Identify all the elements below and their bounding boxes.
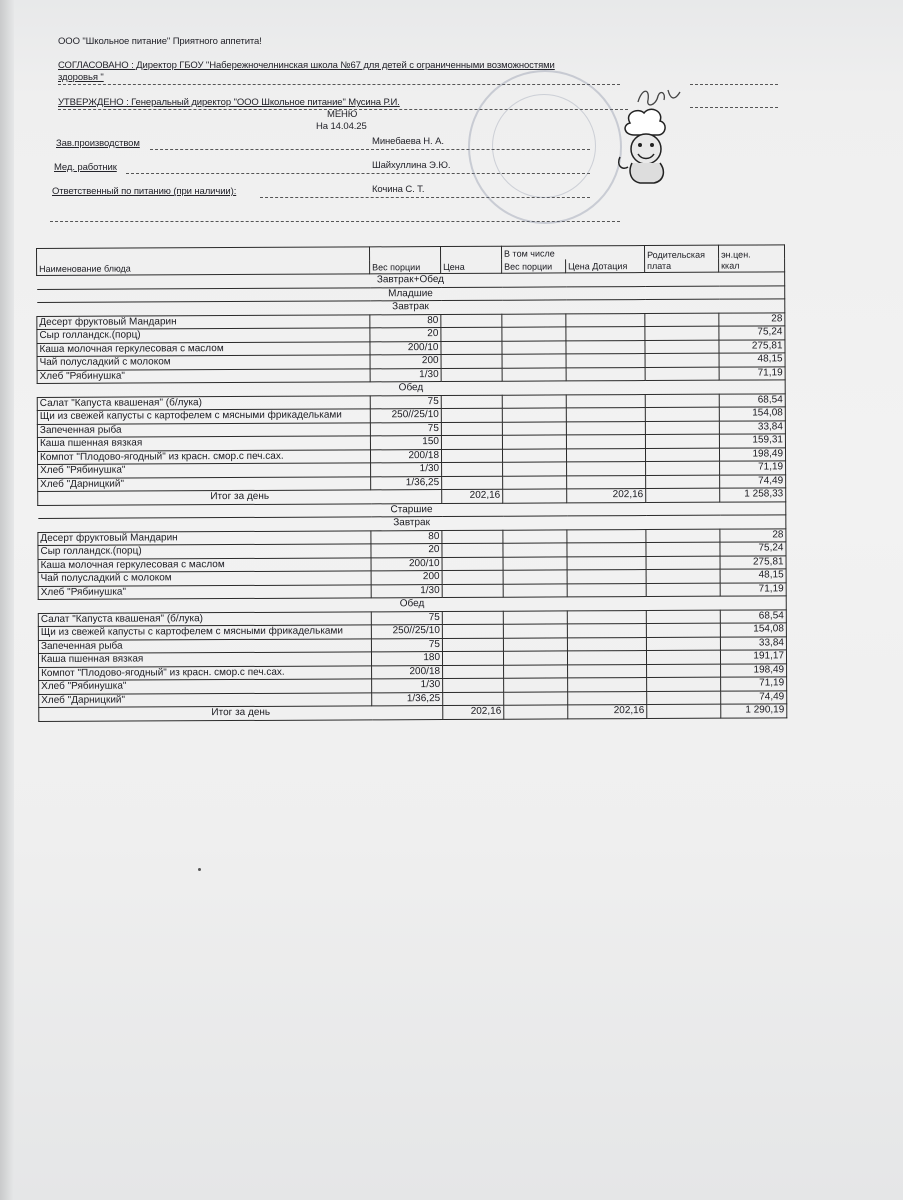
dish-parent xyxy=(646,461,720,475)
dish-kcal: 48,15 xyxy=(719,353,785,367)
seal-stamp xyxy=(468,70,622,224)
dish-incl-weight xyxy=(503,637,567,651)
dish-weight: 75 xyxy=(371,611,442,625)
dish-incl-weight xyxy=(502,421,566,435)
dish-name: Чай полусладкий с молоком xyxy=(37,355,370,370)
dish-name: Компот "Плодово-ягодный" из красн. смор.с печ.сах. xyxy=(37,449,370,464)
dish-price xyxy=(442,570,503,584)
dish-name: Каша пшенная вязкая xyxy=(37,436,370,451)
dish-name: Салат "Капуста квашеная" (б/лука) xyxy=(37,395,370,410)
medic-label: Мед. работник xyxy=(54,162,117,173)
dish-incl-weight xyxy=(503,556,567,570)
dish-incl-weight xyxy=(503,475,567,489)
medic-name: Шайхуллина Э.Ю. xyxy=(372,160,451,171)
dish-parent xyxy=(645,407,719,421)
dish-weight: 20 xyxy=(370,328,441,342)
dish-incl-weight xyxy=(503,462,567,476)
dish-name: Компот "Плодово-ягодный" из красн. смор.с печ.сах. xyxy=(39,665,372,680)
col-parent-l2: плата xyxy=(647,260,672,272)
section-label: Завтрак+Обед xyxy=(37,272,785,289)
dish-incl-weight xyxy=(502,435,566,449)
approved-sign-dash xyxy=(690,107,778,108)
dish-kcal: 159,31 xyxy=(719,434,785,448)
dish-incl-price xyxy=(566,354,645,368)
dish-parent xyxy=(646,448,720,462)
dish-kcal: 68,54 xyxy=(719,393,785,407)
dish-weight: 1/30 xyxy=(370,368,441,382)
dish-kcal: 48,15 xyxy=(720,569,786,583)
dish-incl-price xyxy=(567,570,646,584)
dish-incl-price xyxy=(566,313,645,327)
dish-name: Запеченная рыба xyxy=(37,422,370,437)
dish-parent xyxy=(647,691,721,705)
dish-kcal: 74,49 xyxy=(721,690,787,704)
total-subsidy: 202,16 xyxy=(568,705,647,719)
dish-kcal: 68,54 xyxy=(720,609,786,623)
total-blank xyxy=(504,705,568,719)
dish-name: Сыр голландск.(порц) xyxy=(38,544,371,559)
dish-parent xyxy=(646,475,720,489)
dish-incl-price xyxy=(567,529,646,543)
col-parent xyxy=(645,245,719,272)
dish-price xyxy=(441,435,502,449)
menu-table xyxy=(36,244,787,721)
dish-price xyxy=(441,314,502,328)
dish-parent xyxy=(646,556,720,570)
dish-price xyxy=(443,692,504,706)
section-label: Младшие xyxy=(37,285,785,302)
total-kcal: 1 290,19 xyxy=(721,704,787,718)
dish-parent xyxy=(647,677,721,691)
dish-parent xyxy=(645,421,719,435)
dish-kcal: 28 xyxy=(720,528,786,542)
dish-name: Хлеб "Рябинушка" xyxy=(38,463,371,478)
dish-incl-weight xyxy=(502,354,566,368)
paper-speck xyxy=(198,868,201,871)
dish-price xyxy=(442,624,503,638)
dish-incl-price xyxy=(566,340,645,354)
dish-name: Щи из свежей капусты с картофелем с мясными фрикадельками xyxy=(38,625,371,640)
dish-name: Десерт фруктовый Мандарин xyxy=(38,530,371,545)
dish-incl-price xyxy=(568,664,647,678)
dish-name: Каша молочная геркулесовая с маслом xyxy=(37,341,370,356)
dish-kcal: 33,84 xyxy=(719,420,785,434)
dish-incl-weight xyxy=(502,367,566,381)
dish-price xyxy=(441,449,502,463)
section-label: Старшие xyxy=(38,501,786,518)
dish-weight: 1/30 xyxy=(371,463,442,477)
agreed-line: СОГЛАСОВАНО : Директор ГБОУ "Набережночелнинская школа №67 для детей с ограниченными возможностями xyxy=(58,60,555,71)
dish-incl-weight xyxy=(503,624,567,638)
dish-incl-price xyxy=(567,543,646,557)
section-label: Обед xyxy=(38,596,786,613)
dish-price xyxy=(441,341,502,355)
dish-weight: 250//25/10 xyxy=(370,409,441,423)
dish-weight: 200/10 xyxy=(371,557,442,571)
dish-name: Десерт фруктовый Мандарин xyxy=(37,314,370,329)
dish-incl-weight xyxy=(502,448,566,462)
dish-price xyxy=(442,543,503,557)
dish-price xyxy=(441,354,502,368)
col-price: Цена xyxy=(440,246,501,273)
dish-incl-weight xyxy=(502,313,566,327)
dish-incl-price xyxy=(567,651,646,665)
dish-kcal: 71,19 xyxy=(721,677,787,691)
dish-kcal: 71,19 xyxy=(719,366,785,380)
dish-kcal: 275,81 xyxy=(719,339,785,353)
dish-weight: 1/36,25 xyxy=(371,476,442,490)
dish-incl-price xyxy=(566,327,645,341)
total-price: 202,16 xyxy=(442,489,503,503)
dish-name: Хлеб "Рябинушка" xyxy=(38,584,371,599)
dish-incl-price xyxy=(567,583,646,597)
dish-incl-weight xyxy=(502,394,566,408)
dish-weight: 180 xyxy=(371,652,442,666)
col-energy xyxy=(719,245,785,272)
dish-weight: 200/18 xyxy=(370,449,441,463)
dish-weight: 200/18 xyxy=(372,665,443,679)
dish-name: Щи из свежей капусты с картофелем с мясными фрикадельками xyxy=(37,409,370,424)
agreed-line-cont: здоровья " xyxy=(58,72,104,83)
dish-kcal: 71,19 xyxy=(720,461,786,475)
col-energy-l2: ккал xyxy=(721,260,740,271)
col-weight: Вес порции xyxy=(369,247,440,274)
col-incl-price: Цена Дотация xyxy=(566,259,645,273)
col-incl: В том числе xyxy=(501,246,644,260)
production-label: Зав.производством xyxy=(56,138,140,149)
total-subsidy: 202,16 xyxy=(567,489,646,503)
dish-weight: 1/30 xyxy=(371,584,442,598)
dish-incl-price xyxy=(566,408,645,422)
dish-name: Сыр голландск.(порц) xyxy=(37,328,370,343)
dish-incl-weight xyxy=(503,529,567,543)
dish-parent xyxy=(645,340,719,354)
total-parent xyxy=(647,704,721,718)
dish-kcal: 71,19 xyxy=(720,582,786,596)
dish-name: Запеченная рыба xyxy=(38,638,371,653)
dish-price xyxy=(442,584,503,598)
dish-incl-price xyxy=(566,448,645,462)
dish-incl-weight xyxy=(503,651,567,665)
total-label: Итог за день xyxy=(38,490,442,505)
dish-weight: 80 xyxy=(370,314,441,328)
production-name: Минебаева Н. А. xyxy=(372,136,444,147)
dish-incl-price xyxy=(568,678,647,692)
col-parent-l1: Родительская xyxy=(647,249,705,261)
dish-parent xyxy=(645,313,719,327)
dish-name: Хлеб "Дарницкий" xyxy=(38,476,371,491)
dish-name: Салат "Капуста квашеная" (б/лука) xyxy=(38,611,371,626)
dish-incl-price xyxy=(567,610,646,624)
menu-date: На 14.04.25 xyxy=(316,121,367,132)
dish-price xyxy=(441,422,502,436)
dish-kcal: 75,24 xyxy=(720,542,786,556)
agreed-sign-dash xyxy=(690,84,778,85)
dish-incl-price xyxy=(566,421,645,435)
dish-weight: 80 xyxy=(371,530,442,544)
dish-weight: 75 xyxy=(371,638,442,652)
dish-parent xyxy=(646,583,720,597)
dish-price xyxy=(441,408,502,422)
dish-kcal: 154,08 xyxy=(720,623,786,637)
total-label: Итог за день xyxy=(39,706,443,721)
dish-kcal: 154,08 xyxy=(719,407,785,421)
dish-weight: 75 xyxy=(370,422,441,436)
chef-logo-icon xyxy=(610,105,680,185)
dish-incl-weight xyxy=(503,583,567,597)
dish-incl-price xyxy=(566,435,645,449)
dish-incl-price xyxy=(566,367,645,381)
dish-kcal: 198,49 xyxy=(719,447,785,461)
dish-price xyxy=(442,462,503,476)
dish-incl-weight xyxy=(504,678,568,692)
dish-parent xyxy=(645,326,719,340)
dish-weight: 1/30 xyxy=(372,679,443,693)
dish-name: Хлеб "Дарницкий" xyxy=(39,692,372,707)
dish-incl-weight xyxy=(503,543,567,557)
dish-incl-weight xyxy=(503,570,567,584)
dish-parent xyxy=(645,434,719,448)
dish-incl-weight xyxy=(502,408,566,422)
dish-weight: 20 xyxy=(371,544,442,558)
dish-name: Каша пшенная вязкая xyxy=(38,652,371,667)
dish-name: Каша молочная геркулесовая с маслом xyxy=(38,557,371,572)
dish-price xyxy=(441,327,502,341)
dish-name: Хлеб "Рябинушка" xyxy=(37,368,370,383)
dish-price xyxy=(443,665,504,679)
dish-kcal: 198,49 xyxy=(721,663,787,677)
col-energy-l1: эн.цен. xyxy=(721,249,751,260)
dish-kcal: 275,81 xyxy=(720,555,786,569)
dish-parent xyxy=(646,637,720,651)
dish-price xyxy=(443,678,504,692)
dish-incl-weight xyxy=(504,664,568,678)
dish-weight: 250//25/10 xyxy=(371,625,442,639)
total-row xyxy=(39,704,787,721)
dish-parent xyxy=(646,529,720,543)
dish-price xyxy=(442,557,503,571)
dish-price xyxy=(442,611,503,625)
dish-incl-weight xyxy=(504,691,568,705)
dish-price xyxy=(441,395,502,409)
dish-weight: 200 xyxy=(371,571,442,585)
dish-parent xyxy=(645,367,719,381)
dish-price xyxy=(442,530,503,544)
dish-kcal: 33,84 xyxy=(720,636,786,650)
dish-incl-price xyxy=(567,624,646,638)
page-shadow xyxy=(0,0,14,1200)
dish-incl-price xyxy=(568,691,647,705)
section-label: Завтрак xyxy=(38,515,786,532)
menu-title: МЕНЮ xyxy=(327,109,358,120)
dish-price xyxy=(441,368,502,382)
dish-incl-price xyxy=(567,637,646,651)
dish-incl-weight xyxy=(502,327,566,341)
dish-name: Чай полусладкий с молоком xyxy=(38,571,371,586)
dish-weight: 75 xyxy=(370,395,441,409)
total-price: 202,16 xyxy=(443,705,504,719)
col-name: Наименование блюда xyxy=(37,247,370,276)
dish-price xyxy=(442,638,503,652)
dish-price xyxy=(442,476,503,490)
dish-weight: 150 xyxy=(370,436,441,450)
dish-parent xyxy=(645,353,719,367)
dish-weight: 1/36,25 xyxy=(372,692,443,706)
dish-incl-price xyxy=(567,475,646,489)
dish-parent xyxy=(646,569,720,583)
dish-parent xyxy=(646,610,720,624)
dish-incl-weight xyxy=(502,340,566,354)
responsible-name: Кочина С. Т. xyxy=(372,184,425,195)
company-line: ООО "Школьное питание" Приятного аппетита! xyxy=(58,36,262,47)
dish-kcal: 191,17 xyxy=(720,650,786,664)
section-label: Завтрак xyxy=(37,299,785,316)
total-kcal: 1 258,33 xyxy=(720,488,786,502)
dish-incl-price xyxy=(567,462,646,476)
total-blank xyxy=(503,489,567,503)
dish-weight: 200 xyxy=(370,355,441,369)
dish-kcal: 74,49 xyxy=(720,474,786,488)
dish-parent xyxy=(646,650,720,664)
dish-parent xyxy=(645,394,719,408)
dish-kcal: 28 xyxy=(719,312,785,326)
dish-kcal: 75,24 xyxy=(719,326,785,340)
dish-parent xyxy=(646,542,720,556)
table-header-row xyxy=(37,245,785,262)
dish-parent xyxy=(646,623,720,637)
section-label: Обед xyxy=(37,380,785,397)
dish-price xyxy=(442,651,503,665)
dish-weight: 200/10 xyxy=(370,341,441,355)
approved-line: УТВЕРЖДЕНО : Генеральный директор "ООО Школьное питание" Мусина Р.И. xyxy=(58,97,400,108)
total-parent xyxy=(646,488,720,502)
col-incl-weight: Вес порции xyxy=(502,259,566,273)
responsible-label: Ответственный по питанию (при наличии): xyxy=(52,186,237,197)
dish-incl-price xyxy=(566,394,645,408)
dish-parent xyxy=(647,664,721,678)
dish-name: Хлеб "Рябинушка" xyxy=(39,679,372,694)
dish-incl-weight xyxy=(503,610,567,624)
dish-incl-price xyxy=(567,556,646,570)
